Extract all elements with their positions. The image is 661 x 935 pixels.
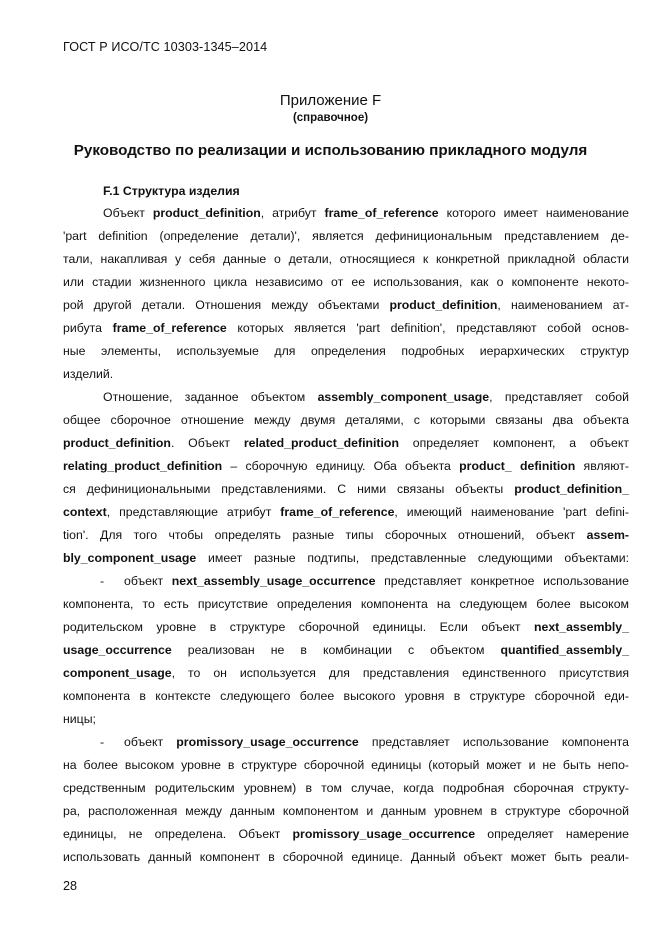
document-title: Руководство по реализации и использованию прикладного модуля [73, 142, 588, 159]
text-line: тали, накапливая у себя данные о детали, относящиеся к конкретной прикладной области [63, 252, 629, 266]
page-number: 28 [63, 879, 78, 893]
text-line: Объект product_definition, атрибут frame_of_reference которого имеет наименование [103, 206, 629, 220]
text-line: или стадии жизненного цикла независимо от ее использования, как о компоненте некото- [63, 275, 629, 289]
text-line: ся дефинициональными представлениями. С ними связаны объекты product_definition_ [63, 482, 629, 496]
standard-code-header: ГОСТ Р ИСО/ТС 10303-1345–2014 [63, 40, 268, 54]
text-line: bly_component_usage имеет разные подтипы, представленные следующими объектами: [63, 551, 629, 565]
text-line: общее сборочное отношение между двумя деталями, с которыми связаны два объекта [63, 413, 629, 427]
text-line: context, представляющие атрибут frame_of_reference, имеющий наименование 'part defini- [63, 505, 629, 519]
text-line: единицы, не определена. Объект promissory_usage_occurrence определяет намерение [63, 827, 630, 841]
text-line: usage_occurrence реализован не в комбинации с объектом quantified_assembly_ [63, 643, 629, 657]
text-line: ницы; [63, 712, 96, 726]
text-line: на более высоком уровне в структуре сборочной единицы (который может и не быть непо- [63, 758, 629, 772]
text-line: ные элементы, используемые для определения подробных иерархических структур [63, 344, 629, 358]
text-line: компонента, то есть присутствие определения компонента на следующем более высоком [63, 597, 629, 611]
text-line: средственным родительским уровнем) в том случае, когда подробная сборочная структу- [63, 781, 629, 795]
text-line: рибута frame_of_reference которых является 'part definition', представляют собой основ- [63, 321, 629, 335]
list-item-line: - объект promissory_usage_occurrence представляет использование компонента [63, 731, 629, 754]
text-line: изделий. [63, 367, 114, 381]
body-text [63, 202, 629, 869]
appendix-title: Приложение F [279, 92, 382, 109]
text-line: использовать данный компонент в сборочной единице. Данный объект может быть реали- [63, 850, 629, 864]
text-line: ра, расположенная между данным компонентом и данным уровнем в структуре сборочной [63, 804, 629, 818]
list-dash: - [100, 735, 105, 749]
text-line: relating_product_definition – сборочную единицу. Оба объекта product_ definition являют- [63, 459, 629, 473]
appendix-subtitle: (справочное) [292, 112, 369, 124]
list-item-line: - объект next_assembly_usage_occurrence представляет конкретное использование [63, 570, 629, 593]
text-line: component_usage, то он используется для представления единственного присутствия [63, 666, 629, 680]
text-line: рой другой детали. Отношения между объектами product_definition, наименованием ат- [63, 298, 630, 312]
text-line: родительском уровне в структуре сборочной единицы. Если объект next_assembly_ [63, 620, 629, 634]
section-heading: F.1 Структура изделия [103, 184, 240, 198]
text-line: компонента в контексте следующего более высокого уровня в структуре сборочной еди- [63, 689, 629, 703]
text-line: tion'. Для того чтобы определять разные типы сборочных отношений, объект assem- [63, 528, 629, 542]
text-line: 'part definition (определение детали)', является дефинициональным представлением де- [63, 229, 629, 243]
text-line: Отношение, заданное объектом assembly_component_usage, представляет собой [103, 390, 630, 404]
list-dash: - [100, 574, 105, 588]
text-line: product_definition. Объект related_product_definition определяет компонент, а объект [63, 436, 630, 450]
